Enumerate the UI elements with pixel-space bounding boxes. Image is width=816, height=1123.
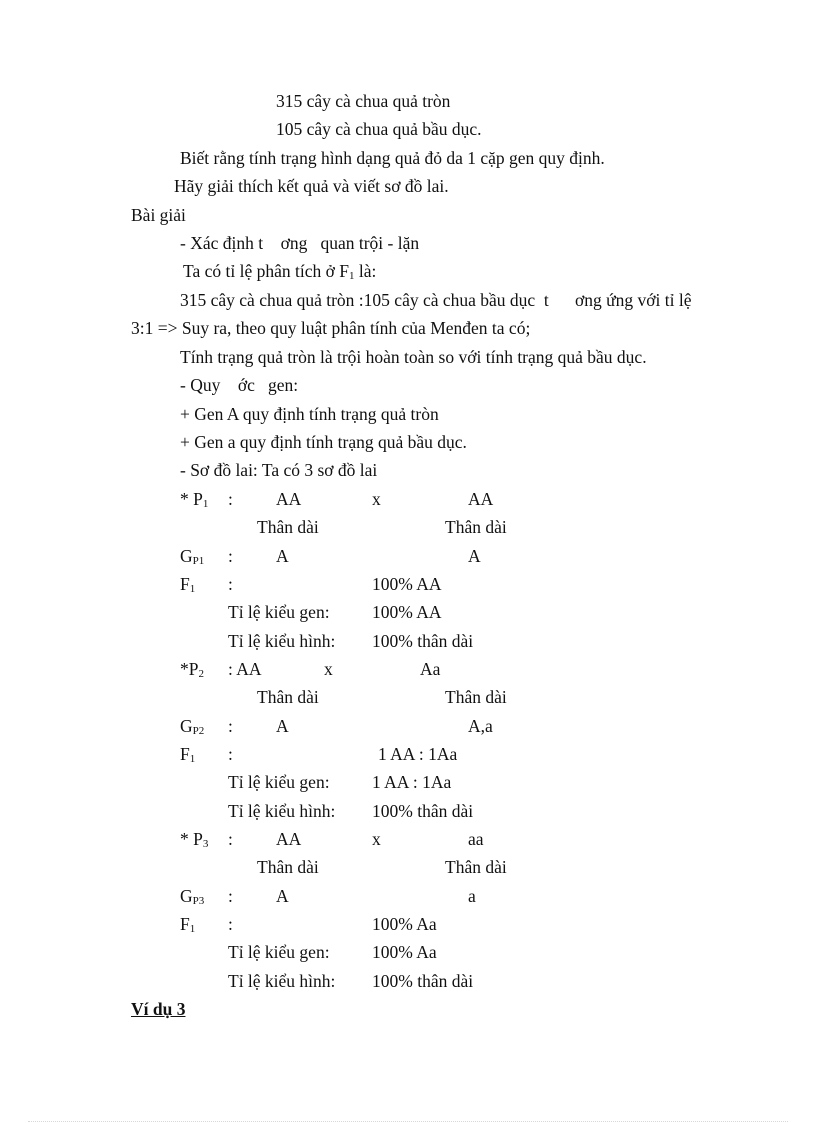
- cross-2-genotype-label: Tỉ lệ kiểu gen:: [228, 772, 330, 792]
- intro-line-3: Biết rằng tính trạng hình dạng quả đỏ da 1 cặp gen quy định.: [180, 148, 605, 168]
- cross-3-pheno-2: Thân dài: [445, 857, 507, 877]
- cross-1-f-text: F: [180, 574, 190, 594]
- cross-1-f-sub: 1: [189, 583, 196, 595]
- step-dominance: - Xác định t ơng quan trội - lặn: [180, 233, 420, 253]
- cross-3-f-result: 100% Aa: [372, 914, 437, 934]
- cross-2-x: x: [324, 659, 333, 679]
- ratio-line-1: 315 cây cà chua quả tròn :105 cây cà chua bầu dục t ơng ứng với tỉ lệ: [180, 290, 692, 310]
- cross-3-f-label: [180, 913, 195, 940]
- cross-3-genotype-label: Tỉ lệ kiểu gen:: [228, 942, 330, 962]
- cross-3-phenotype-ratio: 100% thân dài: [372, 971, 474, 991]
- cross-2-pheno-2: Thân dài: [445, 687, 507, 707]
- cross-3-g-text: G: [180, 886, 193, 906]
- cross-3-x: x: [372, 829, 381, 849]
- cross-3-p-sub: 3: [202, 838, 209, 850]
- cross-3-g-colon: :: [228, 886, 233, 906]
- intro-line-2: 105 cây cà chua quả bầu dục.: [276, 119, 482, 139]
- cross-2-parent-2: Aa: [420, 659, 441, 679]
- cross-1-g-label: [180, 545, 204, 572]
- cross-2-phenotype-label: Tỉ lệ kiểu hình:: [228, 801, 336, 821]
- cross-3-gamete-1: A: [276, 886, 289, 906]
- cross-2-g-label: [180, 715, 204, 742]
- cross-3-parent-2: aa: [468, 829, 484, 849]
- conclusion: Tính trạng quả tròn là trội hoàn toàn so với tính trạng quả bầu dục.: [180, 347, 647, 367]
- cross-3-f-sub: 1: [189, 923, 196, 935]
- cross-1-parent-1: AA: [276, 489, 302, 509]
- cross-2-p-sub: 2: [198, 668, 204, 680]
- cross-2-f-text: F: [180, 744, 190, 764]
- convention-title: - Quy ớc gen:: [180, 375, 299, 395]
- cross-3-pheno-1: Thân dài: [257, 857, 319, 877]
- ratio-intro-text: Ta có tỉ lệ phân tích ở F: [183, 261, 349, 281]
- cross-2-g-text: G: [180, 716, 193, 736]
- cross-2-pheno-1: Thân dài: [257, 687, 319, 707]
- cross-1-phenotype-ratio: 100% thân dài: [372, 631, 474, 651]
- cross-3-g-sub: P3: [192, 895, 205, 907]
- diagrams-intro: - Sơ đồ lai: Ta có 3 sơ đồ lai: [180, 460, 378, 480]
- cross-3-colon: :: [228, 829, 233, 849]
- cross-3-f-colon: :: [228, 914, 233, 934]
- solution-title: Bài giải: [131, 205, 186, 225]
- cross-1-f-label: [180, 573, 195, 600]
- cross-1-g-text: G: [180, 546, 193, 566]
- cross-1-p-label: [180, 488, 208, 515]
- cross-1-genotype-label: Tỉ lệ kiểu gen:: [228, 602, 330, 622]
- cross-1-f-colon: :: [228, 574, 233, 594]
- cross-1-genotype-ratio: 100% AA: [372, 602, 442, 622]
- cross-2-f-sub: 1: [189, 753, 196, 765]
- cross-3-p-text: * P: [180, 829, 203, 849]
- intro-line-4: Hãy giải thích kết quả và viết sơ đồ lai.: [174, 176, 449, 196]
- cross-3-f-text: F: [180, 914, 190, 934]
- cross-2-f-result: 1 AA : 1Aa: [378, 744, 458, 764]
- cross-1-pheno-2: Thân dài: [445, 517, 507, 537]
- cross-3-phenotype-label: Tỉ lệ kiểu hình:: [228, 971, 336, 991]
- cross-1-colon: :: [228, 489, 233, 509]
- cross-3-parent-1: AA: [276, 829, 302, 849]
- cross-2-f-label: [180, 743, 195, 770]
- cross-3-gamete-2: a: [468, 886, 476, 906]
- ratio-intro-tail: là:: [354, 261, 377, 281]
- cross-2-gamete-1: A: [276, 716, 289, 736]
- cross-1-x: x: [372, 489, 381, 509]
- cross-3-p-label: [180, 828, 208, 855]
- cross-2-phenotype-ratio: 100% thân dài: [372, 801, 474, 821]
- cross-1-p-sub: 1: [202, 498, 209, 510]
- cross-1-p-text: * P: [180, 489, 203, 509]
- intro-line-1: 315 cây cà chua quả tròn: [276, 91, 451, 111]
- ratio-intro-subscript: 1: [348, 270, 355, 282]
- cross-1-pheno-1: Thân dài: [257, 517, 319, 537]
- cross-1-g-sub: P1: [192, 555, 205, 567]
- cross-3-g-label: [180, 885, 204, 912]
- cross-2-genotype-ratio: 1 AA : 1Aa: [372, 772, 452, 792]
- cross-2-colon-parent-1: : AA: [228, 659, 262, 679]
- cross-2-g-sub: P2: [192, 725, 205, 737]
- cross-2-p-text: *P: [180, 659, 199, 679]
- gene-a-definition: + Gen a quy định tính trạng quả bầu dục.: [180, 432, 467, 452]
- cross-1-f-result: 100% AA: [372, 574, 442, 594]
- cross-2-p-label: [180, 658, 204, 685]
- ratio-intro: [183, 260, 376, 287]
- cross-2-gamete-2: A,a: [468, 716, 493, 736]
- ratio-line-2: 3:1 => Suy ra, theo quy luật phân tính của Menđen ta có;: [131, 318, 531, 338]
- cross-1-g-colon: :: [228, 546, 233, 566]
- cross-1-gamete-1: A: [276, 546, 289, 566]
- next-section-heading: Ví dụ 3: [131, 999, 186, 1019]
- cross-3-genotype-ratio: 100% Aa: [372, 942, 437, 962]
- cross-2-f-colon: :: [228, 744, 233, 764]
- cross-1-parent-2: AA: [468, 489, 494, 509]
- page-bottom-rule: [28, 1121, 788, 1122]
- cross-1-gamete-2: A: [468, 546, 481, 566]
- cross-2-g-colon: :: [228, 716, 233, 736]
- gene-A-definition: + Gen A quy định tính trạng quả tròn: [180, 404, 439, 424]
- cross-1-phenotype-label: Tỉ lệ kiểu hình:: [228, 631, 336, 651]
